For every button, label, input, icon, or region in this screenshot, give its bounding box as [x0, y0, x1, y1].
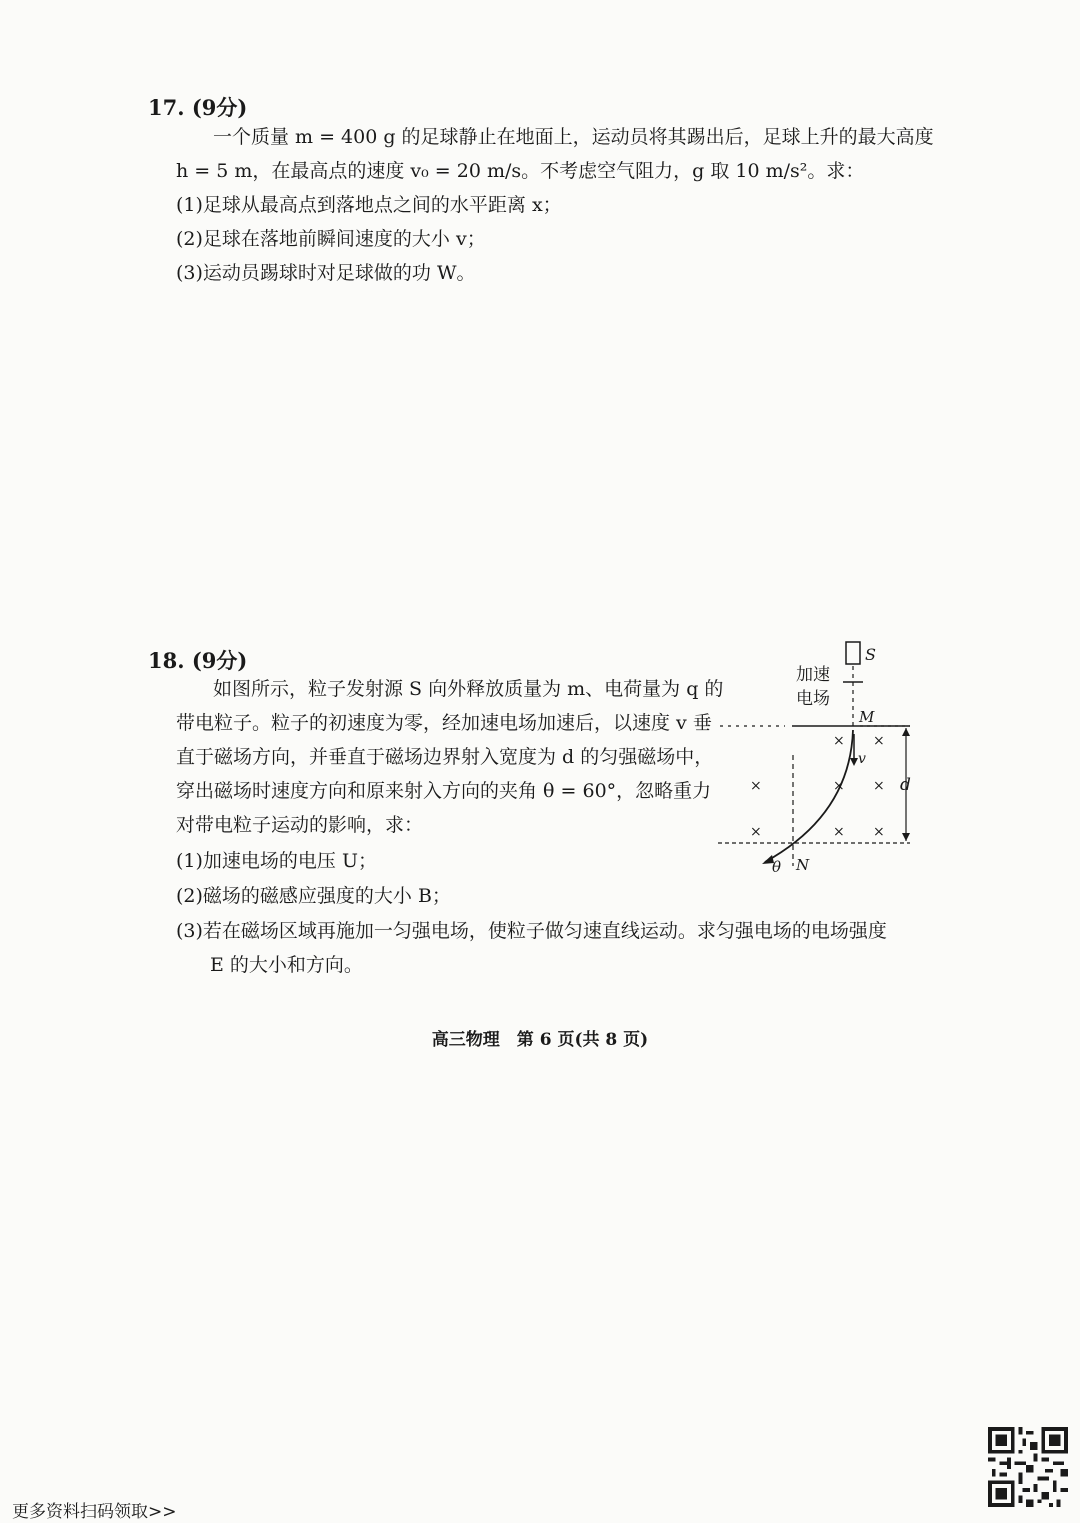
field-mark: ×: [750, 778, 762, 794]
magnetic-field-figure: [710, 630, 930, 880]
q18-item-2: (2)磁场的磁感应强度的大小 B；: [176, 885, 451, 907]
field-mark: ×: [833, 733, 845, 749]
field-mark: ×: [833, 824, 845, 840]
qr-code-icon[interactable]: [988, 1427, 1068, 1507]
q18-item-3: (3)若在磁场区域再施加一匀强电场，使粒子做匀速直线运动。求匀强电场的电场强度: [176, 920, 887, 942]
q18-line-3: 直于磁场方向，并垂直于磁场边界射入宽度为 d 的匀强磁场中，: [176, 746, 714, 768]
field-mark: ×: [873, 824, 885, 840]
q18-heading: 18. (9分): [148, 648, 248, 673]
velocity-arrowhead: [850, 758, 858, 766]
trajectory: [765, 730, 853, 862]
dim-arrow-bottom: [902, 833, 910, 841]
label-accel-2: 电场: [796, 689, 830, 709]
q18-line-1: 如图所示，粒子发射源 S 向外释放质量为 m、电荷量为 q 的: [213, 678, 724, 700]
q18-line-2: 带电粒子。粒子的初速度为零，经加速电场加速后，以速度 v 垂: [176, 712, 712, 734]
q17-item-3: (3)运动员踢球时对足球做的功 W。: [176, 262, 476, 284]
dim-arrow-top: [902, 728, 910, 736]
label-m: M: [859, 708, 875, 726]
field-mark: ×: [873, 733, 885, 749]
q18-item-3-cont: E 的大小和方向。: [210, 954, 363, 976]
label-accel-1: 加速: [796, 665, 830, 685]
source-box: [846, 642, 860, 664]
q17-item-2: (2)足球在落地前瞬间速度的大小 v；: [176, 228, 486, 250]
q18-line-5: 对带电粒子运动的影响，求：: [176, 814, 424, 836]
q17-line-2: h = 5 m，在最高点的速度 v₀ = 20 m/s。不考虑空气阻力，g 取 10 m/s²。求：: [176, 160, 865, 182]
field-mark: ×: [750, 824, 762, 840]
label-s: S: [865, 645, 876, 664]
q18-item-1: (1)加速电场的电压 U；: [176, 850, 377, 872]
q17-heading: 17. (9分): [148, 95, 248, 120]
label-v: v: [858, 751, 866, 767]
field-mark: ×: [833, 778, 845, 794]
q18-line-4: 穿出磁场时速度方向和原来射入方向的夹角 θ = 60°，忽略重力: [176, 780, 712, 802]
q17-line-1: 一个质量 m = 400 g 的足球静止在地面上，运动员将其踢出后，足球上升的最大高度: [213, 126, 934, 148]
q17-item-1: (1)足球从最高点到落地点之间的水平距离 x；: [176, 194, 562, 216]
label-n: N: [796, 856, 810, 874]
label-d: d: [900, 775, 911, 795]
label-theta: θ: [772, 858, 782, 876]
field-mark: ×: [873, 778, 885, 794]
more-resources-link[interactable]: 更多资料扫码领取>>: [12, 1502, 177, 1522]
page-footer: 高三物理 第 6 页(共 8 页): [431, 1030, 649, 1050]
